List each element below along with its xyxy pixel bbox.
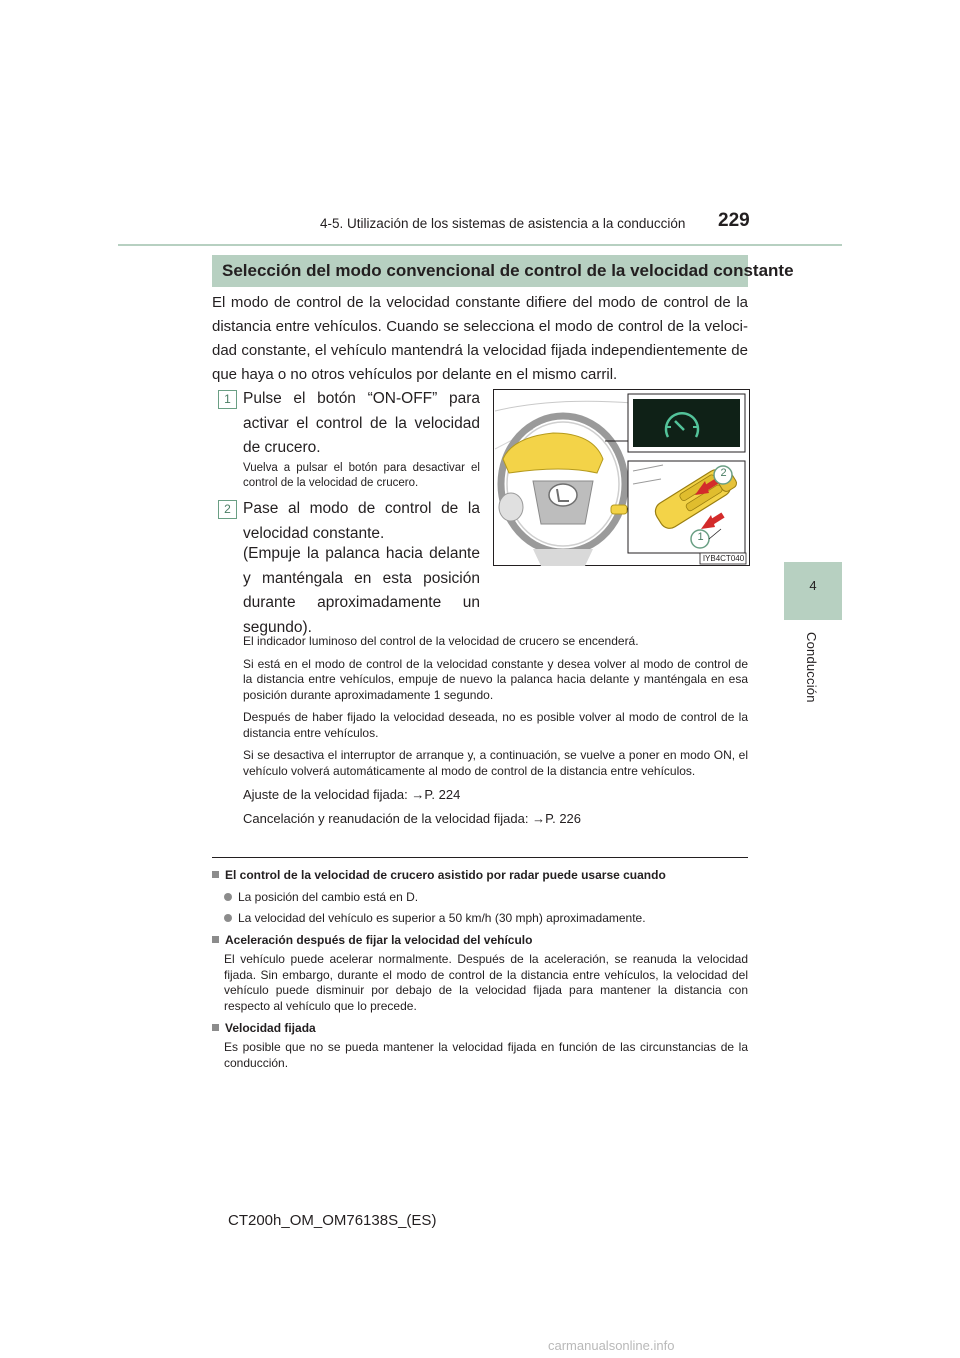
ref-cancel-resume-link[interactable]: →P. 226 xyxy=(532,811,582,826)
cruise-control-figure xyxy=(493,389,750,566)
step-number-1: 1 xyxy=(218,390,237,409)
info-heading-set-speed: Velocidad fijada xyxy=(212,1021,748,1035)
note-power-switch: Si se desactiva el interruptor de arranque y, a continuación, se vuelve a poner en modo ON, el vehículo volverá automáticamente al modo de control de la distancia entre vehículos. xyxy=(243,748,748,778)
step-1-note: Vuelva a pulsar el botón para desactivar el control de la velocidad de crucero. xyxy=(243,462,480,489)
round-bullet-icon xyxy=(224,914,232,922)
note-return-mode: Si está en el modo de control de la velocidad constante y desea volver al modo de control de la distancia entre vehículos, empuje de nuevo la palanca hacia delante y manténgala en esa posición durante aproximadamente 1 segundo. xyxy=(243,656,748,702)
figure-code: IYB4CT040 xyxy=(702,554,745,563)
info-bullet-gear: La posición del cambio está en D. xyxy=(224,890,748,904)
step-number-2: 2 xyxy=(218,500,237,519)
square-bullet-icon xyxy=(212,871,219,878)
figure-callout-2: 2 xyxy=(720,467,727,479)
header-rule xyxy=(118,244,842,246)
chapter-tab-label: Conducción xyxy=(804,632,819,703)
manual-code: CT200h_OM_OM76138S_(ES) xyxy=(228,1212,437,1229)
info-body-acceleration: El vehículo puede acelerar normalmente. Después de la aceleración, se reanuda la velocidad fijada. Sin embargo, durante el modo de control de la distancia entre vehículos, la velocidad del vehículo puede disminuir por debajo de la velocidad fijada para mantener la distancia con respecto al vehículo que lo precede. xyxy=(224,952,748,1013)
section-title: Selección del modo convencional de control de la velocidad constante xyxy=(222,261,794,280)
info-heading-acceleration: Aceleración después de fijar la velocidad del vehículo xyxy=(212,933,748,947)
figure-callout-1: 1 xyxy=(697,531,704,543)
step-1-text: Pulse el botón “ON-OFF” para activar el control de la velocidad de crucero. xyxy=(243,390,480,456)
chapter-tab-number: 4 xyxy=(809,578,817,593)
note-indicator: El indicador luminoso del control de la velocidad de crucero se encenderá. xyxy=(243,634,639,648)
ref-cancel-resume: Cancelación y reanudación de la velocidad fijada: →P. 226 xyxy=(243,811,582,826)
section-intro: El modo de control de la velocidad constante difiere del modo de control de la distancia entre vehículos. Cuando se selecciona el modo de control de la velocidad constante, el vehículo mantendrá la velocidad fijada independientemente de que haya o no otros vehículos por delante en el mismo carril. xyxy=(212,294,748,383)
note-after-set: Después de haber fijado la velocidad deseada, no es posible volver al modo de control de la distancia entre vehículos. xyxy=(243,710,748,740)
ref-set-speed-link[interactable]: →P. 224 xyxy=(411,787,461,802)
info-block xyxy=(212,868,748,1071)
square-bullet-icon xyxy=(212,1024,219,1031)
chapter-heading: 4-5. Utilización de los sistemas de asistencia a la conducción xyxy=(320,216,686,231)
ref-set-speed: Ajuste de la velocidad fijada: →P. 224 xyxy=(243,787,461,802)
step-2-notes xyxy=(243,634,748,827)
info-body-set-speed: Es posible que no se pueda mantener la velocidad fijada en función de las circunstancias de la conducción. xyxy=(224,1040,748,1070)
page-number: 229 xyxy=(718,210,750,231)
step-2-text: Pase al modo de control de la velocidad constante. xyxy=(243,500,480,542)
watermark: carmanualsonline.info xyxy=(548,1338,675,1353)
section-divider xyxy=(212,857,748,858)
cockpit-illustration xyxy=(493,389,750,566)
square-bullet-icon xyxy=(212,936,219,943)
round-bullet-icon xyxy=(224,893,232,901)
info-bullet-speed: La velocidad del vehículo es superior a 50 km/h (30 mph) aproximadamente. xyxy=(224,911,748,925)
step-2-sub: (Empuje la palanca hacia delante y manténgala en esta posición durante aproximadamente un segundo). xyxy=(243,545,480,636)
info-heading-usable: El control de la velocidad de crucero asistido por radar puede usarse cuando xyxy=(212,868,748,882)
